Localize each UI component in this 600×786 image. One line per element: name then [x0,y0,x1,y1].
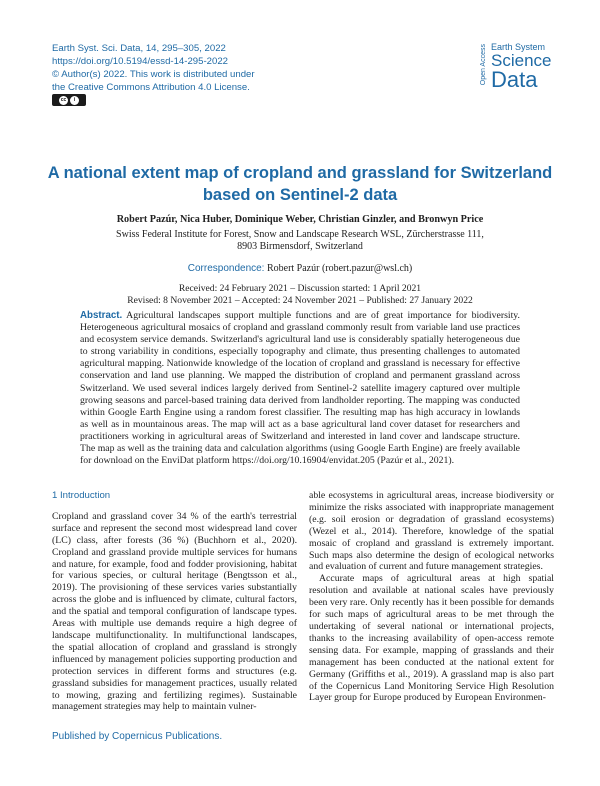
affiliation-line-1: Swiss Federal Institute for Forest, Snow and Landscape Research WSL, Zürcherstrasse 111, [116,229,484,240]
cc-symbol: cc [60,96,67,103]
dates-line-1: Received: 24 February 2021 – Discussion started: 1 April 2021 [178,283,422,294]
correspondence-text[interactable]: Robert Pazúr (robert.pazur@wsl.ch) [266,263,413,274]
logo-line-2: Science [491,51,552,70]
logo-line-3: Data [491,67,538,92]
section-heading-introduction: 1 Introduction [52,490,111,501]
intro-paragraph-continued: able ecosystems in agricultural areas, increase biodiversity or minimize the risks associated with inappropriate management (e.g. soil erosion or degradation of grassland ecosystems) (Wezel et al., 2014). Therefore, knowledge of the spatial mosaic of cropland and grassland is extremely important. Such maps also determine the design of ecological networks and evaluation of current and future management strategies. [309,490,554,573]
affiliation-line-2: 8903 Birmensdorf, Switzerland [237,241,363,252]
open-access-label: Open Access [480,44,487,86]
intro-paragraph-2: Accurate maps of agricultural areas at high spatial resolution and available at national scales have previously been very rare. Only recently has it been possible for demands for such maps of agricultural areas to be met through the undertaking of several national or international projects, thanks to the increasing availability of open-access remote sensing data. For example, mapping of grasslands and their management has been conducted at the national extent for Germany (Griffiths et al., 2019). A grassland map is also part of the Copernicus Land Monitoring Service High Resolution Layer group for Europe produced by European Environmen- [309,573,554,704]
correspondence [40,263,560,274]
journal-logo [480,42,560,92]
doi-link[interactable]: https://doi.org/10.5194/essd-14-295-2022 [52,56,229,67]
license-link[interactable]: the Creative Commons Attribution 4.0 License. [52,82,250,93]
dates-line-2: Revised: 8 November 2021 – Accepted: 24 November 2021 – Published: 27 January 2022 [127,295,473,306]
copyright-line: © Author(s) 2022. This work is distributed under [52,69,255,80]
author-list: Robert Pazúr, Nica Huber, Dominique Weber, Christian Ginzler, and Bronwyn Price [116,214,484,225]
intro-paragraph-1: Cropland and grassland cover 34 % of the earth's terrestrial surface and represent the second most widespread land cover (LC) class, after forests (36 %) (Buchhorn et al., 2020). Cropland and grassland provide multiple services for humans and nature, for example, food and fodder provisioning, habitat for various species, or cultural heritage (Bengtsson et al., 2019). The provisioning of these services varies substantially across the globe and is influenced by climate, cultural factors, and the spatial and temporal configuration of landscape types. Areas with multiple use demands require a high degree of landscape multifunctionality. In multifunctional landscapes, the spatial allocation of cropland and grassland is strongly influenced by management policies supporting production and protection services in different forms and structures (e.g. grassland subsidies for management practices, usually related to mowing, grazing and fertilizing regimes). Sustainable management strategies may help to maintain vulner- [52,510,297,713]
journal-header [52,42,255,94]
logo-line-1: Earth System [491,42,546,52]
cc-license-icon[interactable] [52,94,86,106]
journal-citation: Earth Syst. Sci. Data, 14, 295–305, 2022 [52,43,226,54]
paper-title: A national extent map of cropland and grassland for Switzerland based on Sentinel-2 data [47,164,553,204]
abstract [80,310,520,467]
abstract-label: Abstract. [80,310,123,321]
abstract-text: Agricultural landscapes support multiple functions and are of great importance for biodiversity. Heterogeneous agricultural mosaics of cropland and grassland commonly result from variable land use practices and ecosystem service demands. Switzerland's agricultural land use is considerably spatially heterogeneous due to strong variability in conditions, especially topography and climate, thus presenting challenges to automated agricultural mapping. Nationwide knowledge of the location of cropland and grassland is necessary for effective conservation and land use planning. We mapped the distribution of cropland and permanent grassland across Switzerland. We used several indices largely derived from Sentinel-2 satellite imagery captured over multiple growing seasons and parcel-based training data derived from landholder reporting. The mapping was conducted within Google Earth Engine using a random forest classifier. The resulting map has high accuracy in lowlands as well as in mountainous areas. The map will act as a base agricultural land cover dataset for researchers and practitioners working in agricultural areas of Switzerland and interested in land cover and landscape structure. The map as well as the training data and calculation algorithms (using Google Earth Engine) are freely available for download on the EnviDat platform https://doi.org/10.16904/envidat.205 (Pazúr et al., 2021). [80,310,520,467]
by-symbol: i [70,96,79,105]
left-column [52,490,297,713]
publisher-footer: Published by Copernicus Publications. [52,731,223,742]
correspondence-label: Correspondence: [187,263,265,274]
right-column [309,490,554,704]
